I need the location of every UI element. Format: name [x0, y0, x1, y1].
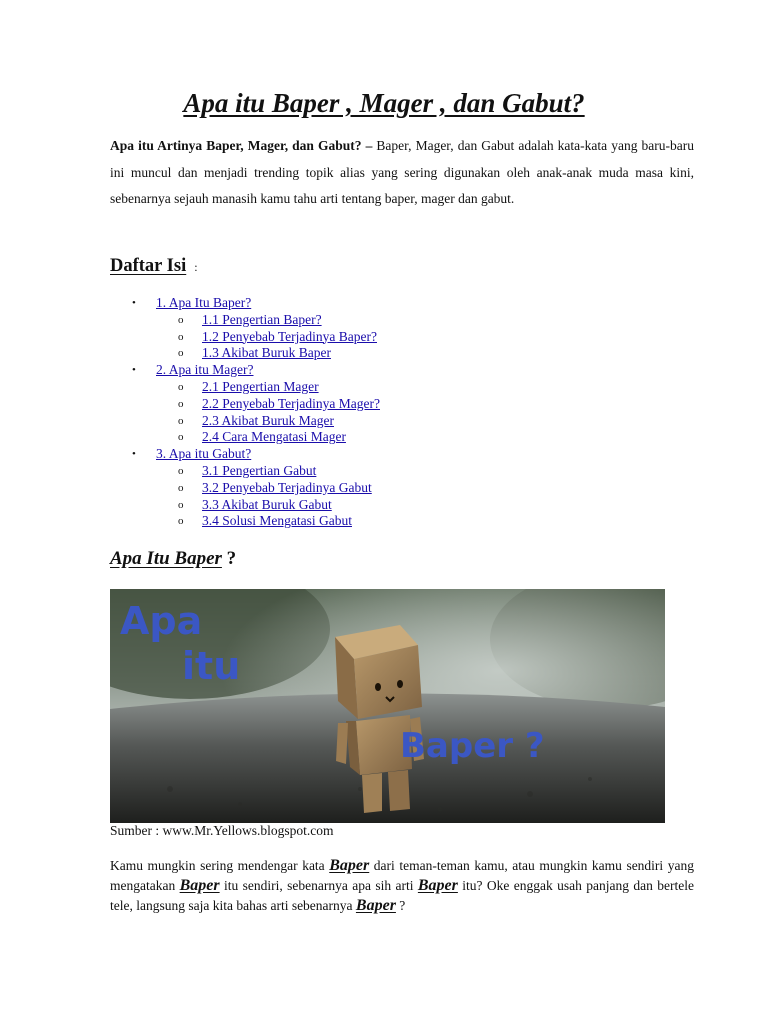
intro-text: Baper, Mager, dan Gabut adalah kata-kata yang baru-baru ini muncul dan menjadi trending topik alias yang sering digunakan oleh anak-anak muda masa kini, sebenarnya sejauh manasih kamu tahu arti tentang baper, mager dan gabut.: [110, 138, 694, 206]
toc-link[interactable]: 3.1 Pengertian Gabut: [202, 462, 317, 478]
para-text: itu? Oke enggak usah panjang dan bertele tele, langsung saja kita bahas arti sebenarnya: [110, 878, 694, 913]
toc-subitem: [110, 413, 670, 430]
intro-lead: Apa itu Artinya Baper, Mager, dan Gabut? –: [110, 138, 373, 153]
overlay-text-2: itu: [182, 644, 241, 688]
toc-subitem: [110, 312, 670, 329]
toc-link[interactable]: 2.3 Akibat Buruk Mager: [202, 412, 334, 428]
toc-sublist: [156, 312, 670, 362]
overlay-text-1: Apa: [120, 599, 203, 643]
toc-link[interactable]: 2.4 Cara Mengatasi Mager: [202, 429, 346, 445]
sub-bullet-icon: o: [178, 481, 184, 494]
toc-subitem: [110, 497, 670, 514]
article-image: [110, 589, 665, 823]
toc-subitem: [110, 329, 670, 346]
sub-bullet-icon: o: [178, 414, 184, 427]
body-paragraph: [110, 856, 694, 916]
toc-subitem: [110, 480, 670, 497]
toc-link[interactable]: 2.1 Pengertian Mager: [202, 378, 319, 394]
image-caption: Sumber : www.Mr.Yellows.blogspot.com: [110, 823, 334, 838]
overlay-text-3: Baper ?: [400, 726, 545, 766]
table-of-contents: [110, 295, 670, 530]
bullet-icon: •: [132, 297, 136, 309]
sub-bullet-icon: o: [178, 464, 184, 477]
toc-subitem: [110, 345, 670, 362]
sub-bullet-icon: o: [178, 380, 184, 393]
keyword: Baper: [355, 897, 396, 914]
keyword: Baper: [417, 877, 458, 894]
toc-link[interactable]: 1.2 Penyebab Terjadinya Baper?: [202, 328, 377, 344]
toc-link[interactable]: 1.1 Pengertian Baper?: [202, 311, 322, 327]
sub-bullet-icon: o: [178, 515, 184, 528]
section-heading-suffix: ?: [221, 548, 237, 569]
toc-subitem: [110, 513, 670, 530]
para-text: ?: [395, 898, 406, 913]
para-text: dari teman-teman kamu, atau mungkin kamu sendiri yang mengatakan: [110, 858, 694, 893]
toc-heading: [110, 256, 198, 277]
keyword: Baper: [179, 877, 220, 894]
sub-bullet-icon: o: [178, 330, 184, 343]
toc-sublist: [156, 463, 670, 530]
toc-sublist: [156, 379, 670, 446]
page-title: Apa itu Baper , Mager , dan Gabut?: [183, 88, 585, 118]
toc-subitem: [110, 463, 670, 480]
sub-bullet-icon: o: [178, 431, 184, 444]
keyword: Baper: [329, 857, 370, 874]
toc-link[interactable]: 1.3 Akibat Buruk Baper: [202, 345, 331, 361]
sub-bullet-icon: o: [178, 397, 184, 410]
toc-item: [110, 446, 670, 530]
toc-link-baper[interactable]: 1. Apa Itu Baper?: [156, 295, 252, 310]
toc-link[interactable]: 3.4 Solusi Mengatasi Gabut: [202, 513, 352, 529]
toc-heading-label: Daftar Isi: [110, 256, 187, 276]
bullet-icon: •: [132, 448, 136, 461]
toc-link[interactable]: 2.2 Penyebab Terjadinya Mager?: [202, 395, 380, 411]
section-heading-baper: [110, 548, 236, 570]
toc-link[interactable]: 3.3 Akibat Buruk Gabut: [202, 496, 332, 512]
toc-item: [110, 362, 670, 446]
section-heading-word: Apa Itu Baper: [110, 548, 222, 569]
bullet-icon: •: [132, 364, 136, 377]
toc-link-gabut[interactable]: 3. Apa itu Gabut?: [156, 446, 252, 462]
danbo-photo: [110, 589, 665, 823]
toc-item: [110, 295, 670, 362]
para-text: itu sendiri, sebenarnya apa sih arti: [219, 878, 418, 893]
sub-bullet-icon: o: [178, 347, 184, 360]
sub-bullet-icon: o: [178, 313, 184, 326]
toc-heading-colon: :: [194, 260, 198, 274]
toc-subitem: [110, 379, 670, 396]
para-text: Kamu mungkin sering mendengar kata: [110, 858, 330, 873]
toc-subitem: [110, 429, 670, 446]
toc-link-mager[interactable]: 2. Apa itu Mager?: [156, 362, 254, 378]
intro-paragraph: [110, 133, 694, 213]
toc-subitem: [110, 396, 670, 413]
toc-link[interactable]: 3.2 Penyebab Terjadinya Gabut: [202, 479, 372, 495]
sub-bullet-icon: o: [178, 498, 184, 511]
